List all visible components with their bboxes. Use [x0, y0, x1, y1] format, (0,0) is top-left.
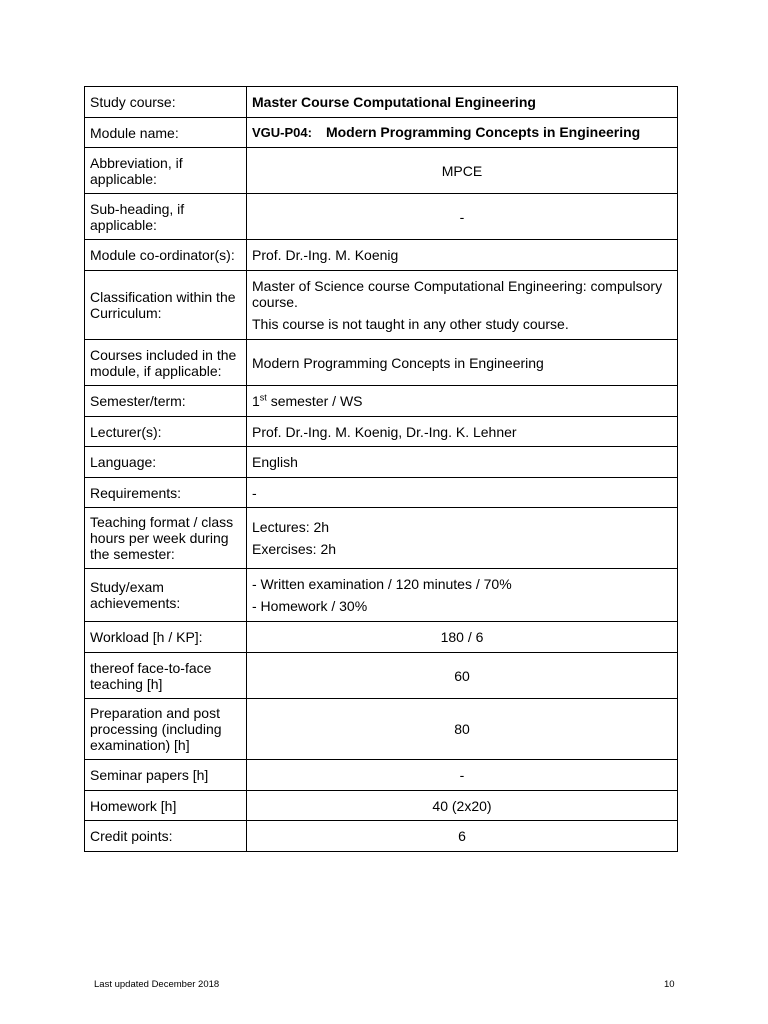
- label-preparation: Preparation and post processing (including examination) [h]: [85, 699, 247, 760]
- label-lecturers: Lecturer(s):: [85, 417, 247, 447]
- value-homework: 40 (2x20): [247, 791, 678, 821]
- row-requirements: [85, 478, 678, 508]
- row-preparation: [85, 699, 678, 760]
- value-workload: 180 / 6: [247, 622, 678, 653]
- value-abbreviation: MPCE: [247, 148, 678, 194]
- footer-page-number: 10: [664, 979, 675, 990]
- value-classification: [247, 271, 678, 340]
- row-workload: [85, 622, 678, 653]
- label-sub-heading: Sub-heading, if applicable:: [85, 194, 247, 240]
- label-requirements: Requirements:: [85, 478, 247, 508]
- value-requirements: -: [247, 478, 678, 508]
- label-achievements: Study/exam achievements:: [85, 569, 247, 622]
- row-semester: [85, 386, 678, 417]
- value-language: English: [247, 447, 678, 478]
- row-sub-heading: [85, 194, 678, 240]
- value-teaching-format: [247, 508, 678, 569]
- row-coordinator: [85, 240, 678, 271]
- semester-suffix: st: [259, 392, 267, 403]
- label-seminar: Seminar papers [h]: [85, 760, 247, 791]
- label-teaching-format: Teaching format / class hours per week during the semester:: [85, 508, 247, 569]
- classification-line-1: Master of Science course Computational Engineering: compulsory course.: [252, 278, 663, 310]
- classification-line-2: This course is not taught in any other study course.: [252, 316, 569, 332]
- value-credit-points: 6: [247, 821, 678, 852]
- value-seminar: -: [247, 760, 678, 791]
- teaching-lectures: Lectures: 2h: [252, 519, 330, 535]
- value-preparation: 80: [247, 699, 678, 760]
- label-study-course: Study course:: [85, 87, 247, 118]
- row-module-name: [85, 118, 678, 148]
- label-workload: Workload [h / KP]:: [85, 622, 247, 653]
- value-achievements: [247, 569, 678, 622]
- value-coordinator: Prof. Dr.-Ing. M. Koenig: [247, 240, 678, 271]
- label-module-name: Module name:: [85, 118, 247, 148]
- module-code: VGU-P04:: [252, 125, 312, 140]
- row-face-to-face: [85, 653, 678, 699]
- value-courses-included: Modern Programming Concepts in Engineering: [247, 340, 678, 386]
- module-title: Modern Programming Concepts in Engineering: [325, 124, 641, 140]
- row-study-course: [85, 87, 678, 118]
- achievement-homework: - Homework / 30%: [252, 598, 368, 614]
- row-lecturers: [85, 417, 678, 447]
- row-seminar: [85, 760, 678, 791]
- label-courses-included: Courses included in the module, if applicable:: [85, 340, 247, 386]
- row-abbreviation: [85, 148, 678, 194]
- value-semester: [247, 386, 678, 417]
- label-face-to-face: thereof face-to-face teaching [h]: [85, 653, 247, 699]
- row-credit-points: [85, 821, 678, 852]
- achievement-written-exam: - Written examination / 120 minutes / 70%: [252, 576, 512, 592]
- label-semester: Semester/term:: [85, 386, 247, 417]
- label-coordinator: Module co-ordinator(s):: [85, 240, 247, 271]
- semester-rest: semester / WS: [266, 393, 363, 409]
- label-abbreviation: Abbreviation, if applicable:: [85, 148, 247, 194]
- label-language: Language:: [85, 447, 247, 478]
- value-study-course: Master Course Computational Engineering: [247, 87, 678, 118]
- row-language: [85, 447, 678, 478]
- row-teaching-format: [85, 508, 678, 569]
- module-description-table: [84, 86, 678, 852]
- row-homework: [85, 791, 678, 821]
- value-lecturers: Prof. Dr.-Ing. M. Koenig, Dr.-Ing. K. Lehner: [247, 417, 678, 447]
- row-achievements: [85, 569, 678, 622]
- value-sub-heading: -: [247, 194, 678, 240]
- teaching-exercises: Exercises: 2h: [252, 541, 337, 557]
- value-module-name: [247, 118, 678, 148]
- label-homework: Homework [h]: [85, 791, 247, 821]
- row-courses-included: [85, 340, 678, 386]
- label-credit-points: Credit points:: [85, 821, 247, 852]
- label-classification: Classification within the Curriculum:: [85, 271, 247, 340]
- value-face-to-face: 60: [247, 653, 678, 699]
- semester-number: 1: [252, 393, 260, 409]
- footer-last-updated: Last updated December 2018: [94, 979, 220, 990]
- row-classification: [85, 271, 678, 340]
